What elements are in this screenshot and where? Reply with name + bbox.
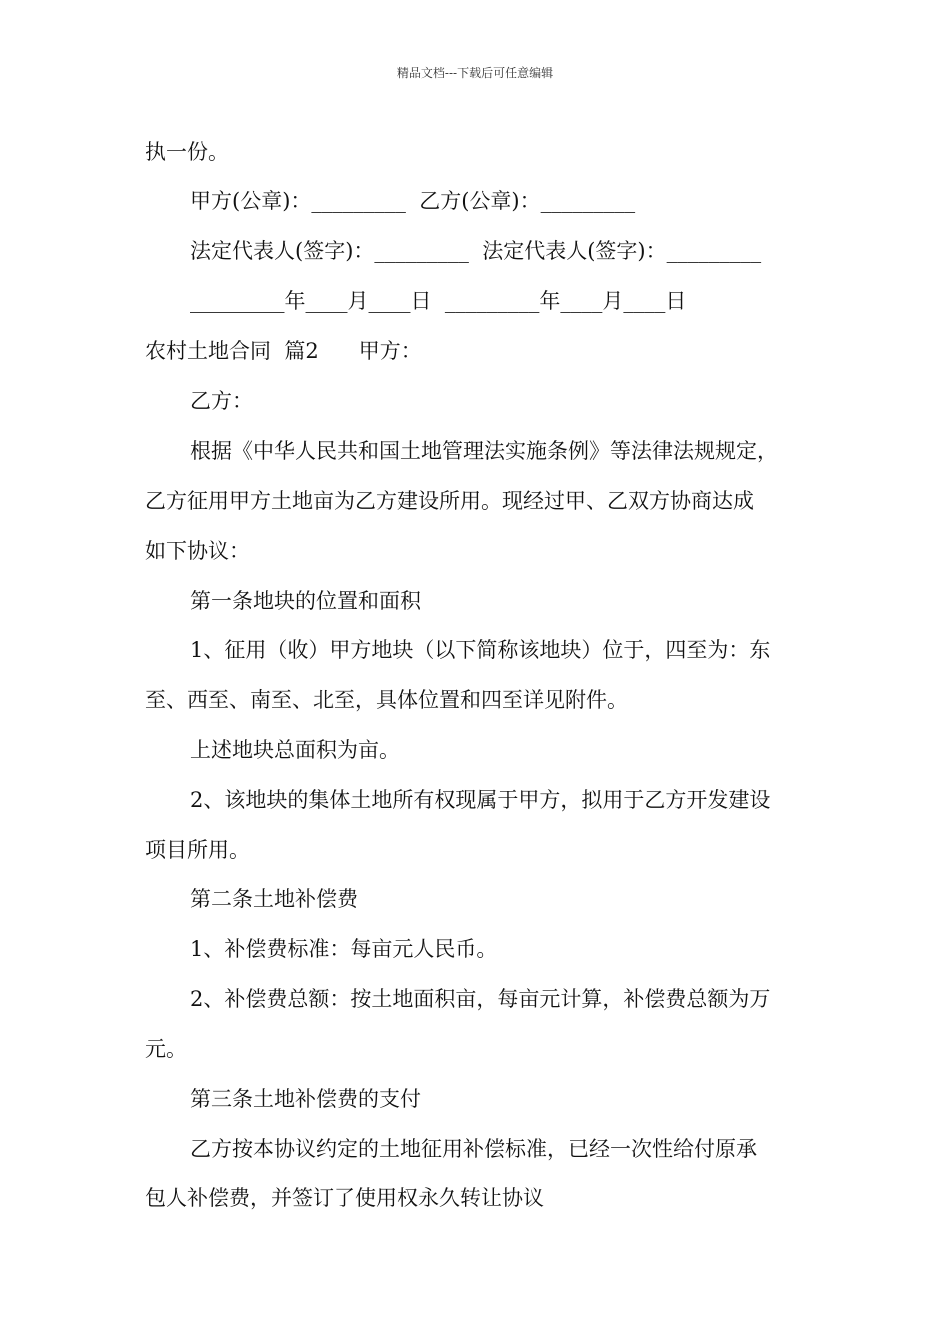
article-heading: 第二条土地补偿费 bbox=[190, 887, 358, 911]
article-heading: 第一条地块的位置和面积 bbox=[190, 589, 421, 613]
text-line: 2、该地块的集体土地所有权现属于甲方，拟用于乙方开发建设 bbox=[190, 788, 771, 812]
text-line: 上述地块总面积为亩。 bbox=[190, 738, 400, 762]
text-line: 如下协议： bbox=[145, 539, 250, 563]
text-line: 1、补偿费标准：每亩元人民币。 bbox=[190, 937, 498, 961]
text-line: 乙方征用甲方土地亩为乙方建设所用。现经过甲、乙双方协商达成 bbox=[145, 489, 754, 513]
text-line: 乙方： bbox=[190, 389, 253, 413]
text-line: 至、西至、南至、北至，具体位置和四至详见附件。 bbox=[145, 688, 628, 712]
text-line: 元。 bbox=[145, 1037, 187, 1061]
signature-line-seal: 甲方(公章)：_________ 乙方(公章)：_________ bbox=[190, 189, 636, 213]
text-line: 2、补偿费总额：按土地面积亩，每亩元计算，补偿费总额为万 bbox=[190, 987, 771, 1011]
article-heading: 第三条土地补偿费的支付 bbox=[190, 1087, 421, 1111]
section-title: 农村土地合同 篇2 甲方： bbox=[145, 339, 422, 363]
text-line: 包人补偿费，并签订了使用权永久转让协议 bbox=[145, 1186, 544, 1210]
text-line: 1、征用（收）甲方地块（以下简称该地块）位于，四至为：东 bbox=[190, 638, 771, 662]
page-header: 精品文档---下载后可任意编辑 bbox=[396, 66, 554, 80]
text-line: 根据《中华人民共和国土地管理法实施条例》等法律法规规定， bbox=[190, 439, 778, 463]
signature-line-date: _________年____月____日 _________年____月____日 bbox=[190, 289, 687, 313]
text-line: 执一份。 bbox=[145, 140, 229, 164]
signature-line-representative: 法定代表人(签字)：_________ 法定代表人(签字)：_________ bbox=[190, 239, 762, 263]
text-line: 项目所用。 bbox=[145, 838, 250, 862]
text-line: 乙方按本协议约定的土地征用补偿标准，已经一次性给付原承 bbox=[190, 1137, 757, 1161]
